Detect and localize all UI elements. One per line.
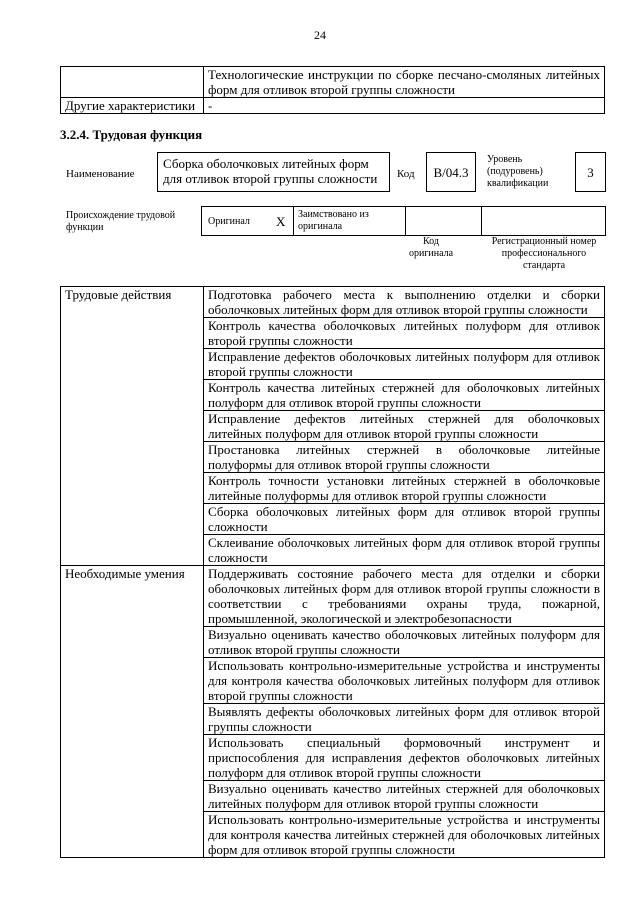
labor-action-item: Исправление дефектов оболочковых литейных полуформ для отливок второй группы сложности [204, 349, 605, 380]
row-label: Другие характеристики [61, 98, 204, 114]
labor-action-item: Контроль качества литейных стержней для оболочковых литейных полуформ для отливок второй группы сложности [204, 380, 605, 411]
skill-item: Поддерживать состояние рабочего места для отделки и сборки оболочковых литейных форм для отливок второй группы сложности в соответствии с требованиями охраны труда, пожарной, промышленной, экологической и электробезопасности [204, 566, 605, 627]
required-skills-label: Необходимые умения [61, 566, 204, 858]
row-label [61, 67, 204, 98]
row-value: Технологические инструкции по сборке песчано-смоляных литейных форм для отливок второй группы сложности [204, 67, 605, 98]
function-name-box: Сборка оболочковых литейных форм для отливок второй группы сложности [157, 152, 390, 192]
original-code-cell [405, 207, 482, 235]
level-label: Уровень (подуровень) квалификации [487, 154, 549, 189]
code-caption: Код оригинала [408, 236, 454, 259]
skill-item: Использовать контрольно-измерительные устройства и инструменты для контроля качества оболочковых литейных полуформ для отливок второй группы сложности [204, 658, 605, 704]
labor-action-item: Контроль точности установки литейных стержней в оболочковые литейные полуформы для отливок второй группы сложности [204, 473, 605, 504]
row-value: - [204, 98, 605, 114]
skill-item: Использовать контрольно-измерительные устройства и инструменты для контроля качества литейных стержней для оболочковых литейных форм для отливок второй группы сложности [204, 812, 605, 858]
borrowed-label: Заимствовано из оригинала [298, 209, 369, 232]
registration-number-cell [481, 207, 606, 235]
skill-item: Выявлять дефекты оболочковых литейных форм для отливок второй группы сложности [204, 704, 605, 735]
level-box: 3 [575, 152, 606, 192]
code-label: Код [397, 168, 415, 180]
original-mark: X [276, 214, 286, 229]
name-label: Наименование [66, 168, 135, 180]
labor-action-item: Сборка оболочковых литейных форм для отливок второй группы сложности [204, 504, 605, 535]
origin-row [201, 206, 606, 236]
labor-action-item: Исправление дефектов литейных стержней для оболочковых литейных полуформ для отливок второй группы сложности [204, 411, 605, 442]
borrowed-cell [293, 207, 406, 235]
labor-action-item: Склеивание оболочковых литейных форм для отливок второй группы сложности [204, 535, 605, 566]
labor-action-item: Подготовка рабочего места к выполнению отделки и сборки оболочковых литейных форм для отливок второй группы сложности [204, 287, 605, 318]
skill-item: Визуально оценивать качество литейных стержней для оболочковых литейных полуформ для отливок второй группы сложности [204, 781, 605, 812]
table-row [61, 287, 605, 318]
skill-item: Использовать специальный формовочный инструмент и приспособления для исправления дефектов оболочковых литейных полуформ для отливок второй группы сложности [204, 735, 605, 781]
skill-item: Визуально оценивать качество оболочковых литейных полуформ для отливок второй группы сложности [204, 627, 605, 658]
table-row [61, 67, 605, 98]
origin-label: Происхождение трудовой функции [66, 210, 176, 233]
function-code-box: B/04.3 [426, 152, 476, 192]
page-number: 24 [314, 28, 326, 42]
labor-action-item: Простановка литейных стержней в оболочковые литейные полуформы для отливок второй группы сложности [204, 442, 605, 473]
section-title: 3.2.4. Трудовая функция [60, 127, 203, 142]
labor-action-item: Контроль качества оболочковых литейных полуформ для отливок второй группы сложности [204, 318, 605, 349]
function-details-table [60, 286, 605, 858]
registration-caption: Регистрационный номер профессионального стандарта [491, 236, 597, 271]
table-row [61, 98, 605, 114]
table-row [61, 566, 605, 627]
other-characteristics-table [60, 66, 605, 114]
labor-actions-label: Трудовые действия [61, 287, 204, 566]
original-label: Оригинал [208, 216, 250, 227]
